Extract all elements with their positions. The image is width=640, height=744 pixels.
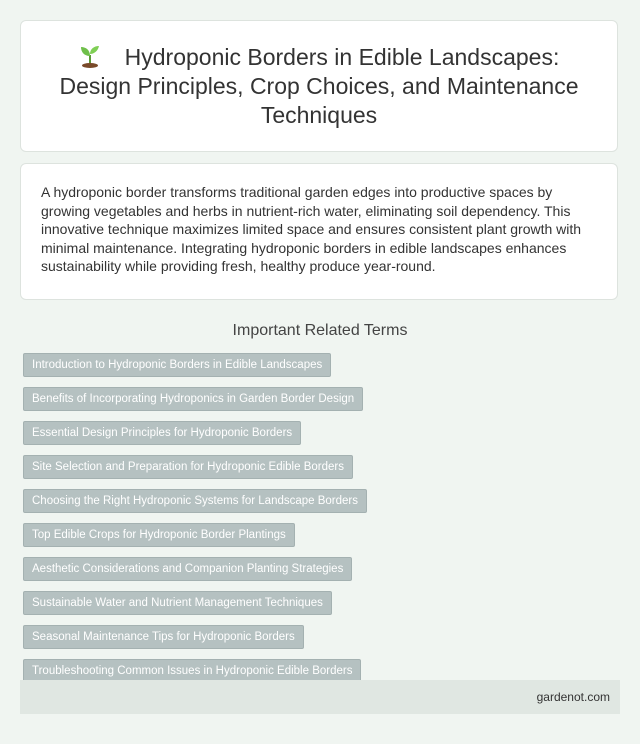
page-title-text: Hydroponic Borders in Edible Landscapes: Design Principles, Crop Choices, and Maintenance Techniques xyxy=(59,43,579,128)
footer-site-link[interactable]: gardenot.com xyxy=(536,690,610,704)
related-term-tag[interactable]: Site Selection and Preparation for Hydroponic Edible Borders xyxy=(23,455,353,479)
title-card xyxy=(20,20,618,152)
page-title xyxy=(45,43,593,130)
related-terms-list xyxy=(23,353,613,693)
related-term-tag[interactable]: Aesthetic Considerations and Companion Planting Strategies xyxy=(23,557,352,581)
related-term-tag[interactable]: Essential Design Principles for Hydroponic Borders xyxy=(23,421,301,445)
related-term-tag[interactable]: Top Edible Crops for Hydroponic Border Plantings xyxy=(23,523,295,547)
related-terms-heading: Important Related Terms xyxy=(232,322,408,339)
intro-card xyxy=(20,163,618,300)
related-term-tag[interactable]: Choosing the Right Hydroponic Systems for Landscape Borders xyxy=(23,489,367,513)
related-term-tag[interactable]: Seasonal Maintenance Tips for Hydroponic Borders xyxy=(23,625,304,649)
footer xyxy=(20,680,620,714)
related-term-tag[interactable]: Benefits of Incorporating Hydroponics in Garden Border Design xyxy=(23,387,363,411)
intro-text: A hydroponic border transforms traditional garden edges into productive spaces by growing vegetables and herbs in nutrient-rich water, eliminating soil dependency. This innovative technique maximizes limited space and ensures consistent plant growth with minimal maintenance. Integrating hydroponic borders in edible landscapes enhances sustainability while providing fresh, healthy produce year-round. xyxy=(41,184,582,274)
seedling-icon xyxy=(79,44,101,68)
related-term-tag[interactable]: Sustainable Water and Nutrient Management Techniques xyxy=(23,591,332,615)
related-term-tag[interactable]: Troubleshooting Common Issues in Hydroponic Edible Borders xyxy=(23,659,361,683)
related-term-tag[interactable]: Introduction to Hydroponic Borders in Edible Landscapes xyxy=(23,353,331,377)
